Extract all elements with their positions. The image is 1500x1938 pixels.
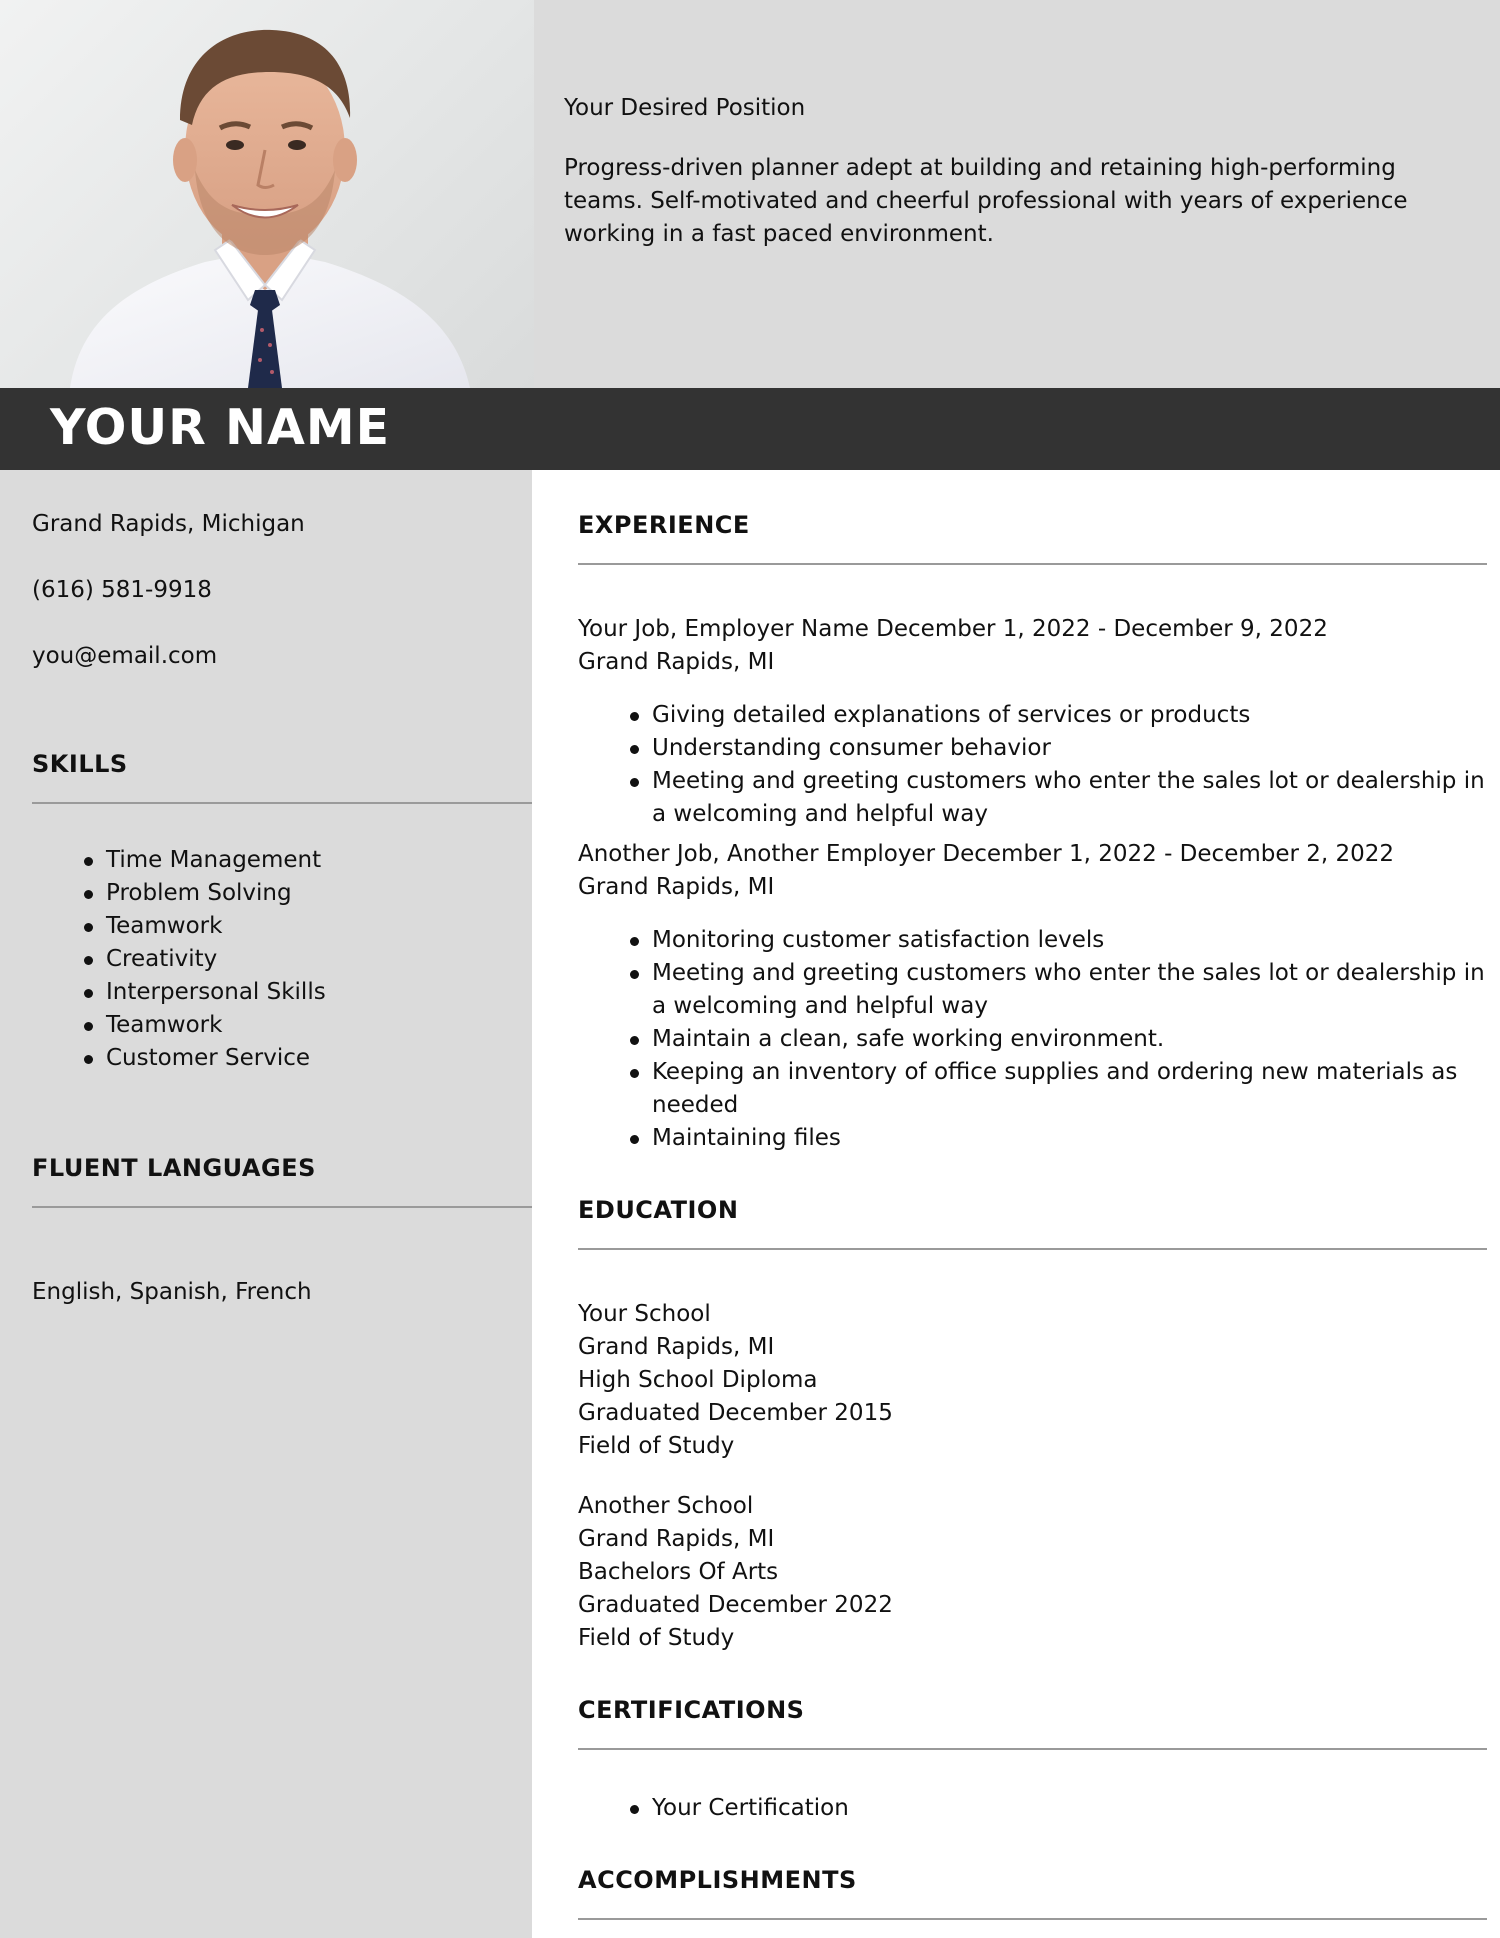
skill-item: Teamwork <box>106 1009 326 1042</box>
contact-phone: (616) 581-9918 <box>32 577 212 603</box>
job-duties-list <box>652 699 1488 831</box>
certifications-list <box>652 1792 849 1825</box>
job-duty: Maintain a clean, safe working environment. <box>652 1023 1488 1056</box>
school-name: Another School <box>578 1493 754 1519</box>
school-field: Field of Study <box>578 1433 735 1459</box>
education-heading: EDUCATION <box>578 1196 739 1224</box>
skill-item: Creativity <box>106 943 326 976</box>
school-degree: High School Diploma <box>578 1367 818 1393</box>
profile-photo <box>0 0 534 388</box>
languages-divider <box>32 1206 532 1208</box>
skills-divider <box>32 802 532 804</box>
profile-summary: Progress-driven planner adept at building and retaining high-performing teams. Self-motivated and cheerful professional with years of experience working in a fast paced environment. <box>564 155 1408 247</box>
accomplishments-divider <box>578 1918 1487 1920</box>
job-duty: Keeping an inventory of office supplies and ordering new materials as needed <box>652 1056 1488 1122</box>
skills-heading: SKILLS <box>32 750 128 778</box>
skill-item: Customer Service <box>106 1042 326 1075</box>
desired-position: Your Desired Position <box>564 95 806 121</box>
skills-list <box>106 844 326 1075</box>
contact-email: you@email.com <box>32 643 218 669</box>
skill-item: Teamwork <box>106 910 326 943</box>
school-graduated: Graduated December 2015 <box>578 1400 893 1426</box>
candidate-name: YOUR NAME <box>50 399 391 456</box>
languages-heading: FLUENT LANGUAGES <box>32 1154 316 1182</box>
school-name: Your School <box>578 1301 711 1327</box>
job-location: Grand Rapids, MI <box>578 649 775 675</box>
job-duties-list <box>652 924 1488 1155</box>
accomplishments-heading: ACCOMPLISHMENTS <box>578 1866 857 1894</box>
job-duty: Giving detailed explanations of services or products <box>652 699 1488 732</box>
school-graduated: Graduated December 2022 <box>578 1592 893 1618</box>
profile-photo-illustration <box>0 0 534 388</box>
job-duty: Meeting and greeting customers who enter the sales lot or dealership in a welcoming and helpful way <box>652 765 1488 831</box>
school-field: Field of Study <box>578 1625 735 1651</box>
certification-item: Your Certification <box>652 1792 849 1825</box>
education-divider <box>578 1248 1487 1250</box>
school-degree: Bachelors Of Arts <box>578 1559 779 1585</box>
languages-text: English, Spanish, French <box>32 1279 312 1305</box>
job-title-line: Your Job, Employer Name December 1, 2022 - December 9, 2022 <box>578 616 1328 642</box>
certifications-divider <box>578 1748 1487 1750</box>
skill-item: Interpersonal Skills <box>106 976 326 1009</box>
job-location: Grand Rapids, MI <box>578 874 775 900</box>
job-duty: Monitoring customer satisfaction levels <box>652 924 1488 957</box>
job-title-line: Another Job, Another Employer December 1, 2022 - December 2, 2022 <box>578 841 1395 867</box>
school-location: Grand Rapids, MI <box>578 1334 775 1360</box>
job-duty: Meeting and greeting customers who enter the sales lot or dealership in a welcoming and helpful way <box>652 957 1488 1023</box>
job-duty: Maintaining files <box>652 1122 1488 1155</box>
skill-item: Time Management <box>106 844 326 877</box>
contact-location: Grand Rapids, Michigan <box>32 511 305 537</box>
skill-item: Problem Solving <box>106 877 326 910</box>
school-location: Grand Rapids, MI <box>578 1526 775 1552</box>
experience-heading: EXPERIENCE <box>578 511 750 539</box>
job-duty: Understanding consumer behavior <box>652 732 1488 765</box>
experience-divider <box>578 563 1487 565</box>
certifications-heading: CERTIFICATIONS <box>578 1696 805 1724</box>
